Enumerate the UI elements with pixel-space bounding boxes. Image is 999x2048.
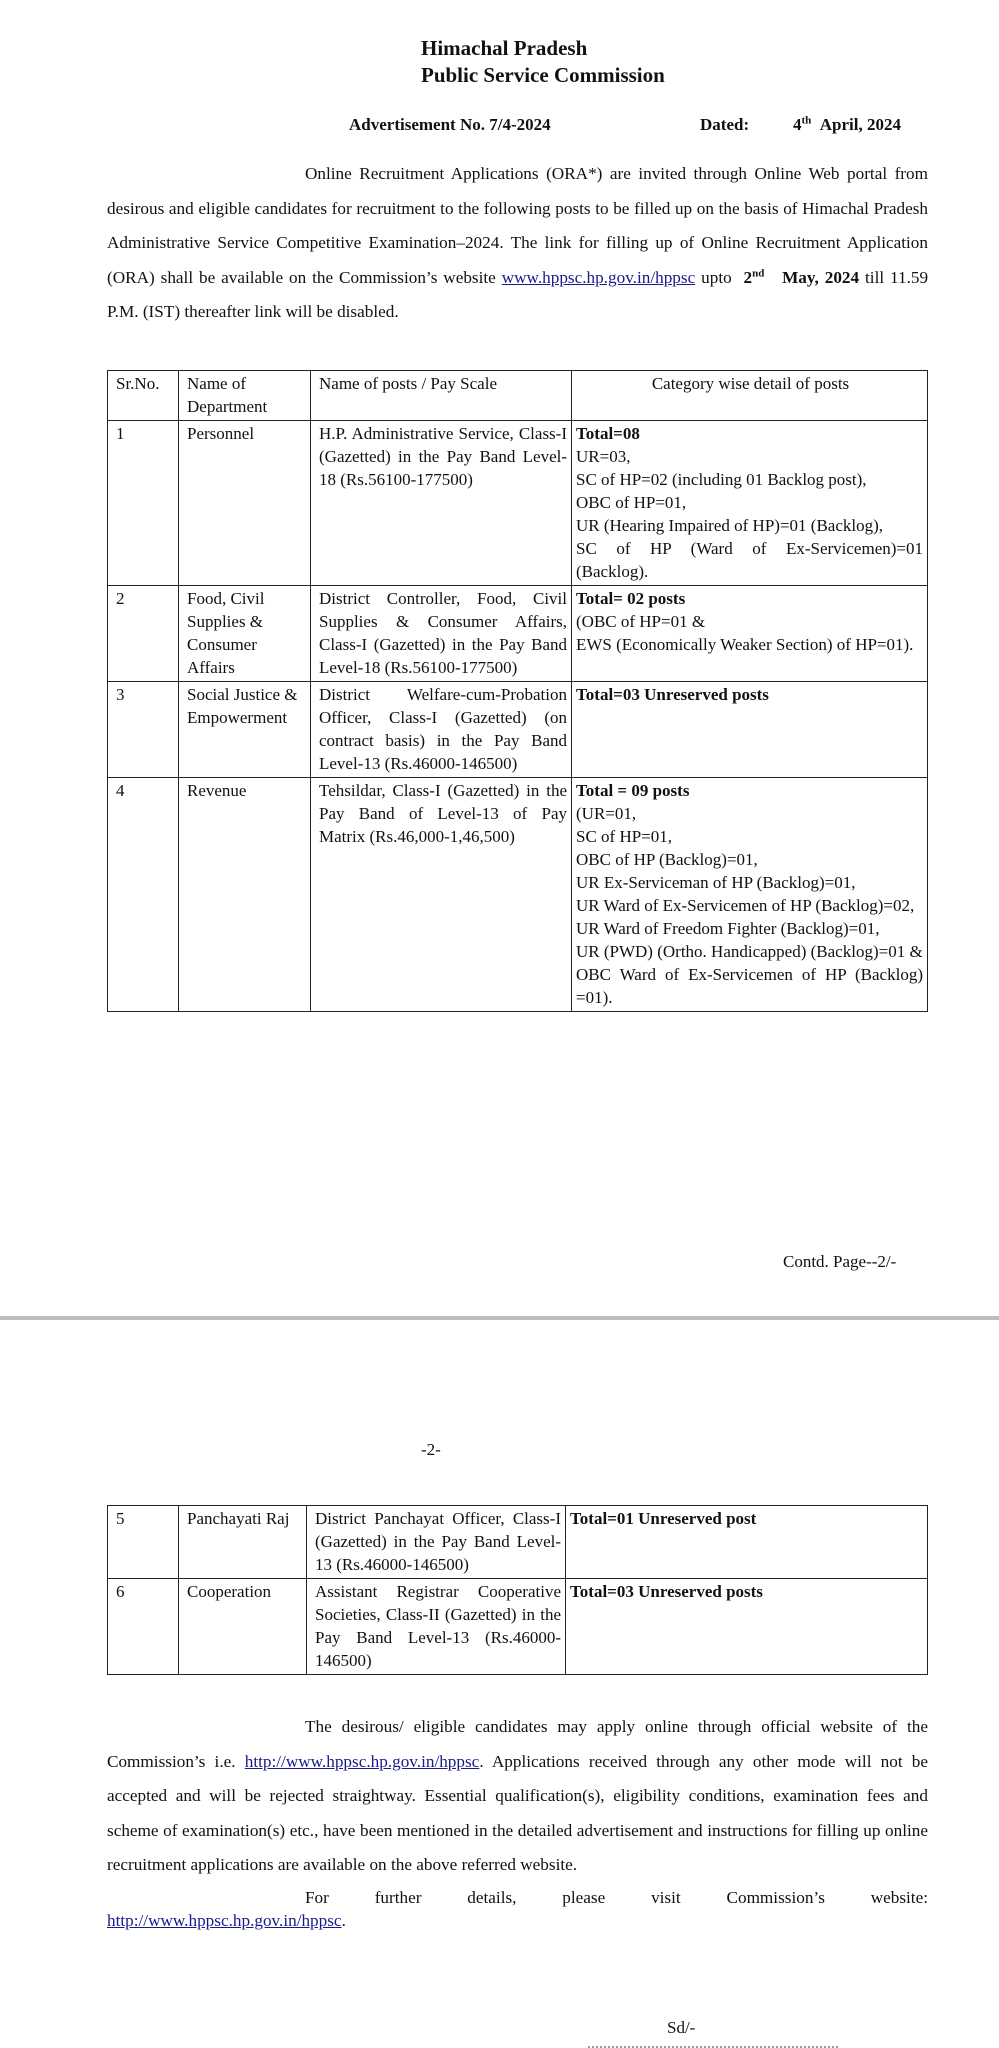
cell-department: Food, Civil Supplies & Consumer Affairs — [179, 586, 311, 682]
table-row — [108, 1506, 928, 1579]
cell-department: Personnel — [179, 421, 311, 586]
further-details-line — [107, 1886, 928, 1909]
cell-post: District Welfare-cum-Probation Officer, Class-I (Gazetted) (on contract basis) in the Pay Band Level-13 (Rs.46000-146500) — [311, 682, 572, 778]
category-line: (OBC of HP=01 & — [576, 612, 706, 631]
org-name-line2: Public Service Commission — [421, 63, 665, 87]
cell-sr: 3 — [108, 682, 179, 778]
category-total: Total=08 — [576, 424, 640, 443]
cell-post: District Controller, Food, Civil Supplies & Consumer Affairs, Class-I (Gazetted) in the Pay Band Level-18 (Rs.56100-177500) — [311, 586, 572, 682]
commission-website-link[interactable]: http://www.hppsc.hp.gov.in/hppsc — [107, 1911, 342, 1930]
cell-sr: 2 — [108, 586, 179, 682]
category-total: Total=03 Unreserved posts — [570, 1582, 763, 1601]
table-header-row — [108, 371, 928, 421]
org-name-line1: Himachal Pradesh — [421, 36, 588, 60]
cell-category — [572, 586, 928, 682]
cell-post: District Panchayat Officer, Class-I (Gazetted) in the Pay Band Level-13 (Rs.46000-146500) — [307, 1506, 566, 1579]
category-line: EWS (Economically Weaker Section) of HP=01). — [576, 635, 914, 654]
header-post: Name of posts / Pay Scale — [311, 371, 572, 421]
category-line: UR=03, — [576, 447, 631, 466]
intro-text-end: till 11.59 P.M. (IST) thereafter link will be disabled. — [107, 267, 929, 321]
category-line: UR Ward of Freedom Fighter (Backlog)=01, — [576, 919, 880, 938]
header-category: Category wise detail of posts — [572, 371, 928, 421]
cell-sr: 6 — [108, 1579, 179, 1675]
category-line: SC of HP=02 (including 01 Backlog post), — [576, 470, 867, 489]
advertisement-number: Advertisement No. 7/4-2024 — [349, 115, 551, 134]
category-total: Total=03 Unreserved posts — [576, 685, 769, 704]
header-department: Name of Department — [179, 371, 311, 421]
cell-category — [572, 778, 928, 1012]
category-line: UR Ex-Serviceman of HP (Backlog)=01, — [576, 873, 856, 892]
table-row — [108, 778, 928, 1012]
deadline-suffix: nd — [752, 266, 765, 279]
category-total: Total= 02 posts — [576, 589, 686, 608]
continued-note: Contd. Page--2/- — [783, 1252, 897, 1271]
deadline-date — [744, 268, 860, 287]
category-line: SC of HP (Ward of Ex-Servicemen)=01 (Backlog). — [576, 539, 923, 581]
cell-post: H.P. Administrative Service, Class-I (Gazetted) in the Pay Band Level-18 (Rs.56100-177500) — [311, 421, 572, 586]
further-details-link-line — [107, 1909, 928, 1932]
cell-department: Cooperation — [179, 1579, 307, 1675]
intro-text: Online Recruitment Applications (ORA*) are invited through Online Web portal from desirous and eligible candidates for recruitment to the following posts to be filled up on the basis of Himachal Pradesh Administrative Service Competitive Examination–2024. The link for filling up of Online Recruitment Application (ORA) shall be available on the Commission’s website — [107, 164, 928, 287]
closing-text-end: . Applications received through any other mode will not be accepted and will be rejected straightway. Essential qualification(s), eligibility conditions, examination fees and scheme of examination(s) etc., have been mentioned in the detailed advertisement and instructions for filling up online recruitment applications are available on the above referred website. — [107, 1751, 929, 1874]
upto-text: upto — [701, 267, 732, 287]
category-line: UR (PWD) (Ortho. Handicapped) (Backlog)=01 & — [576, 942, 923, 961]
table-row — [108, 421, 928, 586]
table-row — [108, 682, 928, 778]
cell-department: Social Justice & Empowerment — [179, 682, 311, 778]
category-total: Total = 09 posts — [576, 781, 690, 800]
page-separator — [0, 1316, 999, 1320]
date-day-suffix: th — [801, 114, 812, 127]
closing-paragraph — [107, 1710, 928, 1883]
date-day: 4 — [793, 115, 802, 134]
cell-department: Panchayati Raj — [179, 1506, 307, 1579]
cell-category — [566, 1579, 928, 1675]
category-line: (UR=01, — [576, 804, 637, 823]
table-row — [108, 586, 928, 682]
page-number: -2- — [421, 1440, 441, 1459]
cell-post: Assistant Registrar Cooperative Societies, Class-II (Gazetted) in the Pay Band Level-13 (Rs.46000-146500) — [307, 1579, 566, 1675]
category-line: OBC Ward of Ex-Servicemen of HP (Backlog) =01). — [576, 965, 923, 1007]
advertisement-date — [793, 115, 901, 135]
category-line: UR Ward of Ex-Servicemen of HP (Backlog)=02, — [576, 896, 915, 915]
official-website-link[interactable]: http://www.hppsc.hp.gov.in/hppsc — [244, 1751, 480, 1771]
signatory-name-clipped — [588, 2040, 838, 2048]
table-row — [108, 1579, 928, 1675]
further-details-end: . — [341, 1911, 346, 1930]
deadline-day: 2 — [743, 267, 753, 287]
posts-table-continued — [107, 1505, 928, 1675]
category-line: OBC of HP=01, — [576, 493, 687, 512]
website-link[interactable]: www.hppsc.hp.gov.in/hppsc — [501, 267, 696, 287]
header-sr-no: Sr.No. — [108, 371, 179, 421]
cell-sr: 5 — [108, 1506, 179, 1579]
dated-label: Dated: — [700, 115, 750, 134]
cell-department: Revenue — [179, 778, 311, 1012]
cell-category — [572, 421, 928, 586]
further-details-text: For further details, please visit Commission’s website: — [305, 1888, 928, 1907]
cell-sr: 1 — [108, 421, 179, 586]
category-line: OBC of HP (Backlog)=01, — [576, 850, 758, 869]
closing-text: The desirous/ eligible candidates may apply online through official website of the Commission’s i.e. — [107, 1717, 928, 1771]
posts-table — [107, 370, 928, 1012]
date-month-year: April, 2024 — [819, 115, 902, 134]
category-line: SC of HP=01, — [576, 827, 673, 846]
category-total: Total=01 Unreserved post — [570, 1509, 757, 1528]
signature-sd: Sd/- — [667, 2018, 696, 2037]
cell-sr: 4 — [108, 778, 179, 1012]
cell-category — [572, 682, 928, 778]
category-line: UR (Hearing Impaired of HP)=01 (Backlog), — [576, 516, 884, 535]
deadline-month-year: May, 2024 — [782, 267, 860, 287]
cell-post: Tehsildar, Class-I (Gazetted) in the Pay Band of Level-13 of Pay Matrix (Rs.46,000-1,46,500) — [311, 778, 572, 1012]
cell-category — [566, 1506, 928, 1579]
intro-paragraph — [107, 157, 928, 330]
